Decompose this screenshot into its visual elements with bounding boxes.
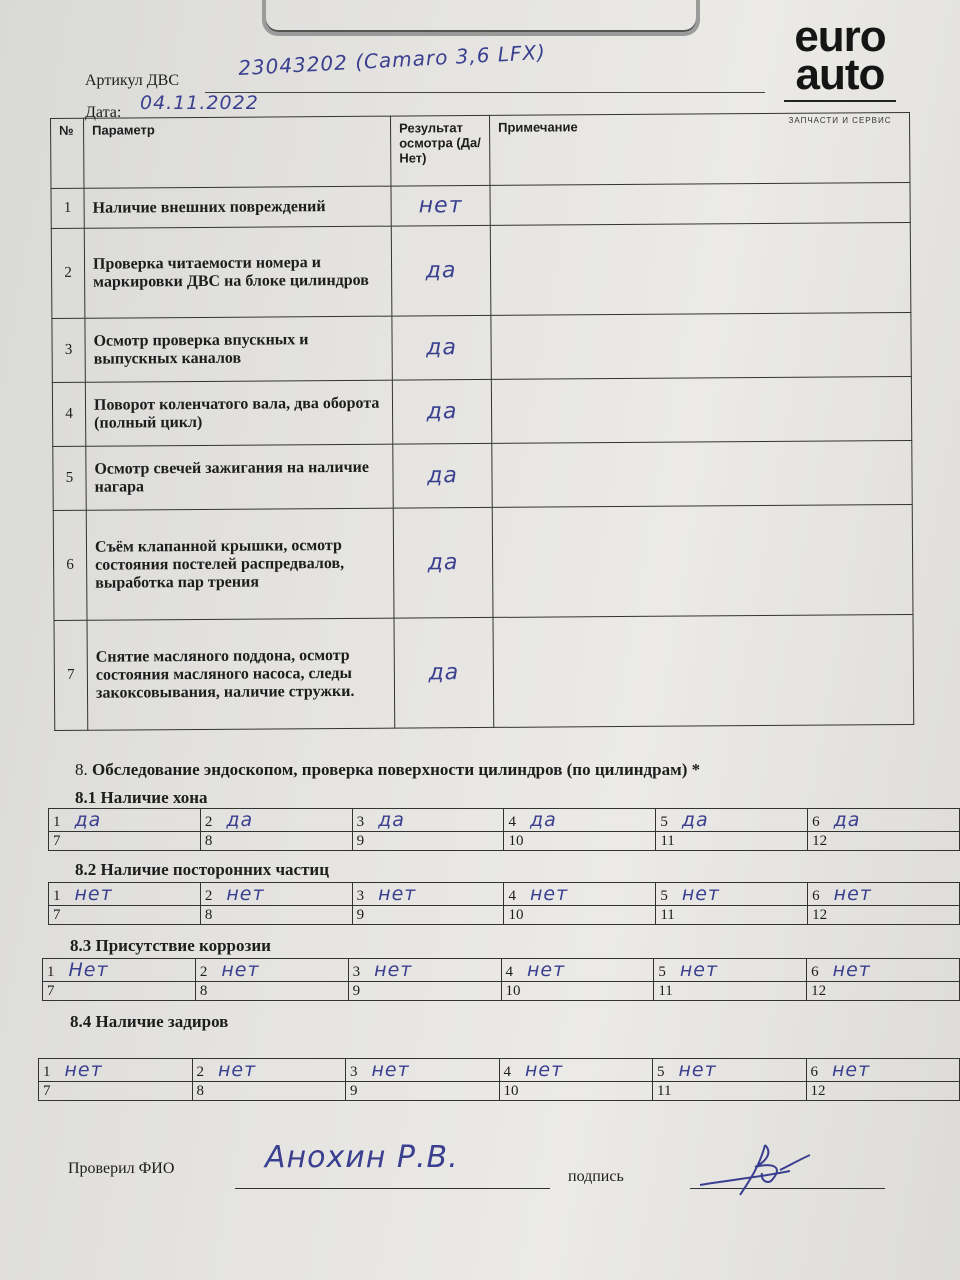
section83-title: 8.3 Присутствие коррозии xyxy=(70,936,271,955)
row-param: Наличие внешних повреждений xyxy=(84,186,391,228)
cell: 8 xyxy=(200,906,352,925)
col-num: № xyxy=(51,118,84,188)
cell: 7 xyxy=(43,982,196,1001)
row-result: да xyxy=(393,507,493,618)
cell: 12 xyxy=(808,832,960,851)
cell: 10 xyxy=(504,832,656,851)
row-note xyxy=(490,182,910,225)
cell: 3 нет xyxy=(346,1059,500,1082)
row-result: да xyxy=(394,617,494,728)
cell: 3 нет xyxy=(352,883,504,906)
cell: 10 xyxy=(499,1082,653,1101)
col-param: Параметр xyxy=(84,116,391,188)
article-value: 23043202 (Camaro 3,6 LFX) xyxy=(237,39,547,81)
logo-line1: euro xyxy=(794,12,886,61)
row-note xyxy=(492,504,913,617)
table-row xyxy=(53,504,913,620)
table-row xyxy=(52,312,911,382)
grid-row-bottom xyxy=(49,906,960,925)
row-note xyxy=(491,312,911,379)
cell: 12 xyxy=(807,982,960,1001)
clipboard-clip xyxy=(262,0,700,36)
table-row xyxy=(54,614,914,730)
cell: 11 xyxy=(656,832,808,851)
row-note xyxy=(491,376,911,443)
cell: 6 нет xyxy=(806,1059,960,1082)
row-result: да xyxy=(392,379,491,444)
grid-8-3 xyxy=(42,958,960,1001)
cell: 11 xyxy=(656,906,808,925)
row-num: 2 xyxy=(51,228,85,318)
row-num: 4 xyxy=(52,382,85,446)
col-note: Примечание xyxy=(489,112,909,185)
cell: 3 нет xyxy=(348,959,501,982)
cell: 9 xyxy=(352,832,504,851)
table-row xyxy=(52,376,911,446)
cell: 6 нет xyxy=(807,959,960,982)
cell: 1 нет xyxy=(39,1059,193,1082)
row-note xyxy=(493,614,914,727)
row-note xyxy=(490,222,911,315)
row-result: нет xyxy=(391,185,490,226)
cell: 5 нет xyxy=(656,883,808,906)
date-label: Дата: xyxy=(85,104,122,121)
cell: 9 xyxy=(352,906,504,925)
section8-num: 8. xyxy=(75,760,88,779)
grid-row-top xyxy=(39,1059,960,1082)
section82-title: 8.2 Наличие посторонних частиц xyxy=(75,860,330,879)
cell: 4 нет xyxy=(499,1059,653,1082)
cell: 11 xyxy=(654,982,807,1001)
row-param: Осмотр проверка впускных и выпускных каналов xyxy=(85,316,392,382)
cell: 2 нет xyxy=(192,1059,346,1082)
grid-row-bottom xyxy=(49,832,960,851)
row-result: да xyxy=(391,225,491,316)
grid-row-bottom xyxy=(43,982,960,1001)
cell: 9 xyxy=(346,1082,500,1101)
grid-8-2 xyxy=(48,882,960,925)
grid-8-4 xyxy=(38,1058,960,1101)
inspection-table xyxy=(50,112,914,731)
date-value: 04.11.2022 xyxy=(140,92,259,114)
cell: 2 нет xyxy=(200,883,352,906)
row-note xyxy=(492,440,912,507)
cell: 7 xyxy=(39,1082,193,1101)
cell: 5 нет xyxy=(654,959,807,982)
grid-row-top xyxy=(49,883,960,906)
cell: 7 xyxy=(49,832,201,851)
sign-label: подпись xyxy=(568,1168,624,1185)
cell: 12 xyxy=(808,906,960,925)
cell: 9 xyxy=(348,982,501,1001)
cell: 6 нет xyxy=(808,883,960,906)
euroauto-logo xyxy=(780,12,900,125)
logo-line2: auto xyxy=(795,50,885,99)
row-num: 5 xyxy=(53,446,86,510)
article-underline xyxy=(205,92,765,93)
cell: 8 xyxy=(195,982,348,1001)
row-num: 7 xyxy=(54,620,88,730)
row-num: 3 xyxy=(52,318,85,382)
row-result: да xyxy=(393,443,492,508)
row-param: Проверка читаемости номера и маркировки ДВС на блоке цилиндров xyxy=(84,226,392,318)
section81-title: 8.1 Наличие хона xyxy=(75,788,208,807)
cell: 10 xyxy=(504,906,656,925)
cell: 11 xyxy=(653,1082,807,1101)
cell: 6 да xyxy=(808,809,960,832)
cell: 5 нет xyxy=(653,1059,807,1082)
cell: 10 xyxy=(501,982,654,1001)
grid-8-1 xyxy=(48,808,960,851)
checked-value: Анохин Р.В. xyxy=(265,1140,459,1175)
row-param: Снятие масляного поддона, осмотр состояния масляного насоса, следы закоксовывания, наличие стружки. xyxy=(87,618,395,730)
logo-tagline: ЗАПЧАСТИ И СЕРВИС xyxy=(788,116,892,125)
section8-text: Обследование эндоскопом, проверка поверхности цилиндров (по цилиндрам) * xyxy=(92,760,701,779)
signature-image xyxy=(690,1125,820,1205)
cell: 4 да xyxy=(504,809,656,832)
grid-row-bottom xyxy=(39,1082,960,1101)
row-param: Поворот коленчатого вала, два оборота (полный цикл) xyxy=(85,380,392,446)
cell: 12 xyxy=(806,1082,960,1101)
logo-bar xyxy=(784,100,896,102)
cell: 4 нет xyxy=(501,959,654,982)
section84-title: 8.4 Наличие задиров xyxy=(70,1012,229,1031)
checked-label: Проверил ФИО xyxy=(68,1160,175,1177)
cell: 7 xyxy=(49,906,201,925)
cell: 1 нет xyxy=(49,883,201,906)
cell: 5 да xyxy=(656,809,808,832)
table-header-row xyxy=(51,112,910,188)
cell: 1 да xyxy=(49,809,201,832)
table-row xyxy=(51,222,911,318)
section8-title xyxy=(75,760,700,780)
row-num: 6 xyxy=(53,510,87,620)
cell: 3 да xyxy=(352,809,504,832)
col-result: Результат осмотра (Да/Нет) xyxy=(390,115,489,186)
cell: 2 нет xyxy=(195,959,348,982)
row-param: Съём клапанной крышки, осмотр состояния постелей распредвалов, выработка пар трения xyxy=(86,508,394,620)
cell: 1 Нет xyxy=(43,959,196,982)
checked-underline xyxy=(235,1188,550,1189)
grid-row-top xyxy=(43,959,960,982)
cell: 2 да xyxy=(200,809,352,832)
cell: 8 xyxy=(192,1082,346,1101)
table-row xyxy=(51,182,910,228)
row-param: Осмотр свечей зажигания на наличие нагара xyxy=(86,444,393,510)
row-result: да xyxy=(392,315,491,380)
article-label: Артикул ДВС xyxy=(85,72,179,89)
row-num: 1 xyxy=(51,188,84,228)
table-row xyxy=(53,440,912,510)
cell: 4 нет xyxy=(504,883,656,906)
cell: 8 xyxy=(200,832,352,851)
grid-row-top xyxy=(49,809,960,832)
